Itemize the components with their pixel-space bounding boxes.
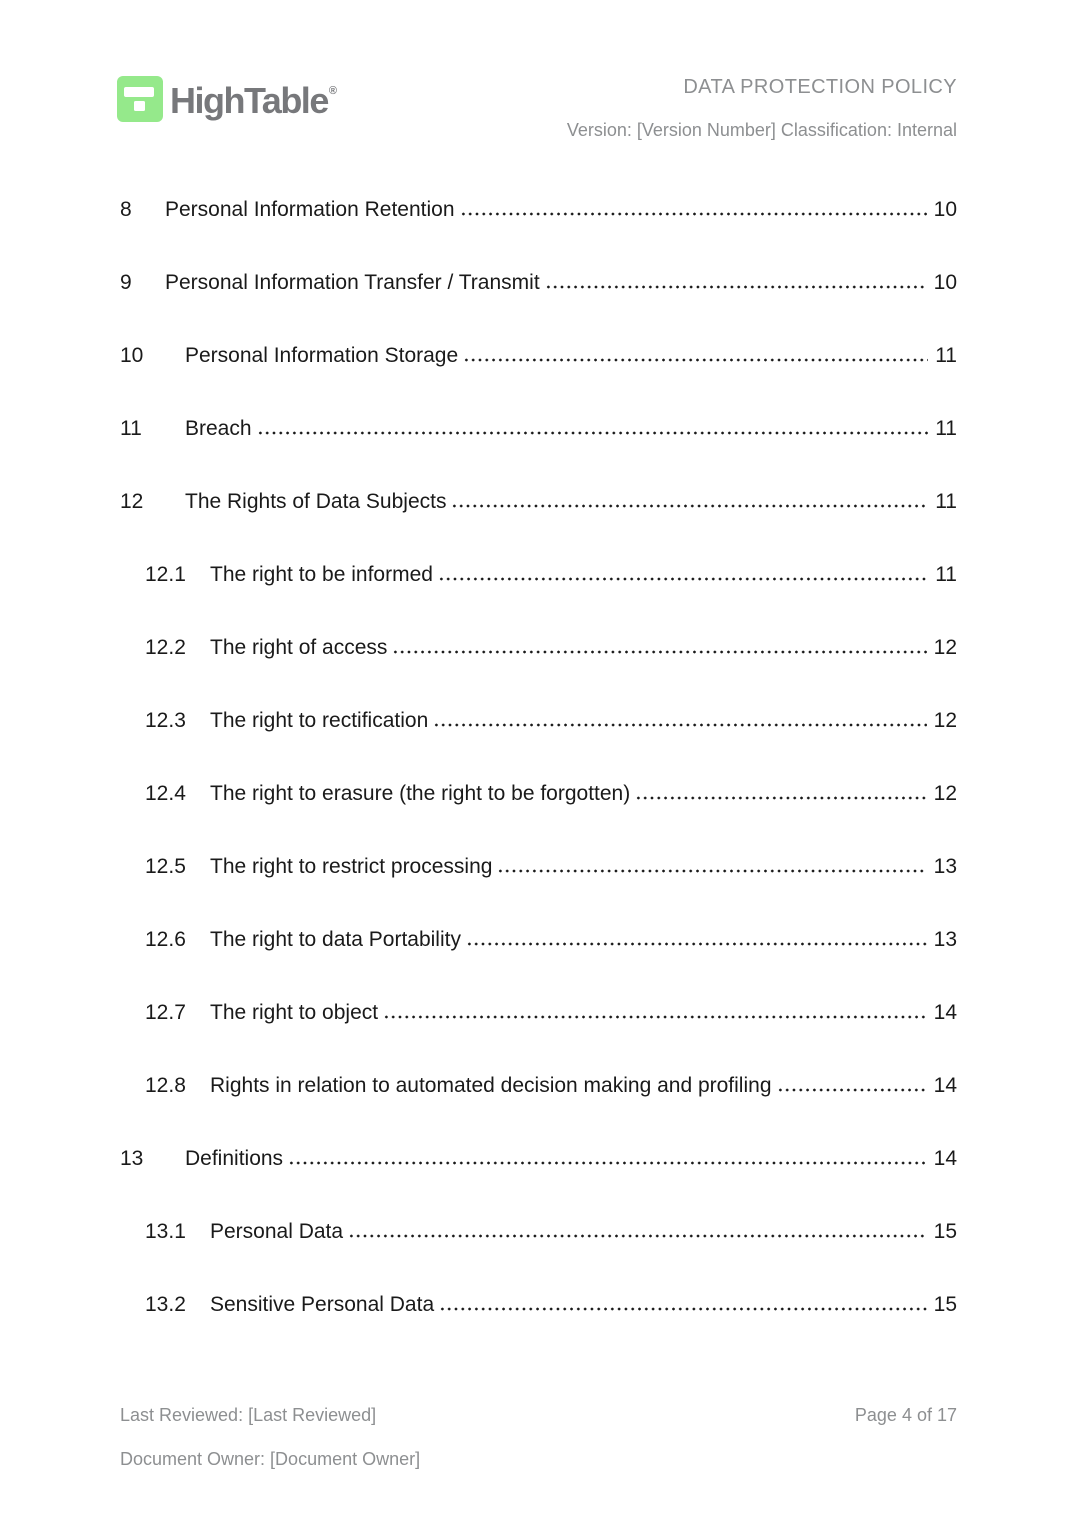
toc-entry-page: 11 — [935, 344, 957, 367]
toc-entry[interactable] — [120, 418, 957, 439]
toc-entry[interactable] — [120, 272, 957, 293]
toc-dot-leader — [466, 942, 927, 946]
toc-entry[interactable] — [120, 783, 957, 804]
toc-dot-leader — [777, 1088, 927, 1092]
toc-entry-title: The right to be informed — [210, 563, 433, 586]
toc-entry-page: 13 — [933, 928, 957, 951]
toc-dot-leader — [545, 285, 927, 289]
logo-leg-shape — [134, 101, 145, 111]
toc-entry[interactable] — [120, 637, 957, 658]
header-meta — [567, 74, 957, 139]
toc-entry-number: 8 — [120, 198, 132, 221]
toc-entry[interactable] — [120, 491, 957, 512]
toc-dot-leader — [497, 869, 926, 873]
toc-dot-leader — [438, 577, 928, 581]
toc-entry-number: 12.6 — [145, 928, 186, 951]
toc-entry[interactable] — [120, 1148, 957, 1169]
footer-left — [120, 1406, 420, 1468]
toc-entry-number: 12 — [120, 490, 144, 513]
toc-entry-title: The right of access — [210, 636, 388, 659]
brand-name: HighTable — [170, 80, 328, 121]
toc-entry-page: 11 — [935, 563, 957, 586]
toc-entry-page: 12 — [933, 636, 957, 659]
toc-entry[interactable] — [120, 1002, 957, 1023]
toc-entry-page: 11 — [935, 490, 957, 513]
toc-entry-title: The right to erasure (the right to be forgotten) — [210, 782, 631, 805]
toc-entry-title: Personal Information Retention — [165, 198, 455, 221]
toc-entry-number: 12.3 — [145, 709, 186, 732]
toc-dot-leader — [288, 1161, 927, 1165]
page-number-indicator: Page 4 of 17 — [854, 1405, 957, 1425]
toc-entry-page: 14 — [933, 1001, 957, 1024]
toc-entry-number: 12.2 — [145, 636, 186, 659]
toc-entry-title: Breach — [185, 417, 252, 440]
toc-entry[interactable] — [120, 856, 957, 877]
registered-trademark-mark: ® — [328, 85, 337, 97]
toc-entry-number: 12.1 — [145, 563, 186, 586]
toc-entry[interactable] — [120, 1294, 957, 1315]
toc-entry[interactable] — [120, 564, 957, 585]
toc-entry-page: 10 — [933, 271, 957, 294]
toc-dot-leader — [392, 650, 926, 654]
toc-entry-title: The right to rectification — [210, 709, 429, 732]
toc-entry-title: Personal Information Storage — [185, 344, 459, 367]
toc-entry-title: The right to data Portability — [210, 928, 461, 951]
toc-entry-number: 12.7 — [145, 1001, 186, 1024]
toc-entry-page: 15 — [933, 1293, 957, 1316]
page-header — [117, 74, 957, 139]
toc-entry-title: Personal Information Transfer / Transmit — [165, 271, 540, 294]
last-reviewed-line: Last Reviewed: [Last Reviewed] — [120, 1405, 377, 1425]
toc-entry-page: 11 — [935, 417, 957, 440]
toc-dot-leader — [433, 723, 926, 727]
toc-entry-number: 11 — [120, 417, 142, 440]
toc-entry-title: The Rights of Data Subjects — [185, 490, 447, 513]
toc-entry-page: 10 — [933, 198, 957, 221]
toc-entry-title: Sensitive Personal Data — [210, 1293, 435, 1316]
toc-entry-page: 12 — [933, 709, 957, 732]
version-classification-line: Version: [Version Number] Classification: Internal — [566, 120, 957, 140]
toc-entry-number: 13.1 — [145, 1220, 186, 1243]
toc-entry[interactable] — [120, 1075, 957, 1096]
toc-entry[interactable] — [120, 929, 957, 950]
toc-dot-leader — [460, 212, 927, 216]
toc-entry[interactable] — [120, 1221, 957, 1242]
toc-dot-leader — [451, 504, 928, 508]
brand-logo — [117, 74, 336, 124]
toc-dot-leader — [383, 1015, 927, 1019]
toc-entry-number: 12.8 — [145, 1074, 186, 1097]
toc-entry-number: 12.4 — [145, 782, 186, 805]
brand-wordmark — [170, 74, 336, 124]
toc-entry[interactable] — [120, 710, 957, 731]
toc-entry-page: 14 — [933, 1074, 957, 1097]
toc-entry-number: 13 — [120, 1147, 144, 1170]
toc-entry-title: Definitions — [185, 1147, 284, 1170]
toc-entry-title: Personal Data — [210, 1220, 344, 1243]
toc-entry-number: 10 — [120, 344, 144, 367]
document-title: DATA PROTECTION POLICY — [683, 76, 957, 98]
toc-entry-page: 15 — [933, 1220, 957, 1243]
toc-entry-number: 12.5 — [145, 855, 186, 878]
toc-entry[interactable] — [120, 345, 957, 366]
toc-entry-page: 12 — [933, 782, 957, 805]
toc-entry[interactable] — [120, 199, 957, 220]
toc-entry-title: The right to restrict processing — [210, 855, 493, 878]
toc-dot-leader — [257, 431, 929, 435]
toc-entry-page: 13 — [933, 855, 957, 878]
toc-list — [120, 199, 957, 1367]
toc-entry-number: 9 — [120, 271, 132, 294]
toc-entry-number: 13.2 — [145, 1293, 186, 1316]
hightable-logo-icon — [117, 76, 163, 122]
toc-dot-leader — [635, 796, 926, 800]
toc-dot-leader — [463, 358, 928, 362]
logo-tabletop-shape — [124, 87, 154, 97]
toc-dot-leader — [348, 1234, 927, 1238]
toc-entry-page: 14 — [933, 1147, 957, 1170]
toc-entry-title: The right to object — [210, 1001, 379, 1024]
toc-entry-title: Rights in relation to automated decision making and profiling — [210, 1074, 772, 1097]
toc-dot-leader — [439, 1307, 927, 1311]
document-owner-line: Document Owner: [Document Owner] — [120, 1449, 421, 1469]
